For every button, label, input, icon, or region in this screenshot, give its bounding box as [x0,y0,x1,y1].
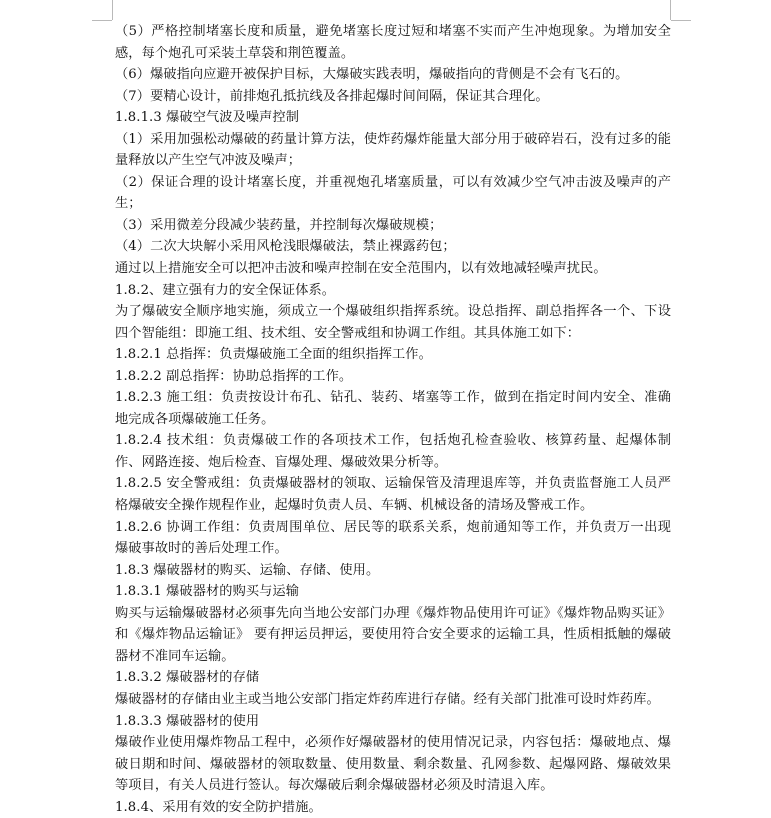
paragraph-usage: 爆破作业使用爆炸物品工程中，必须作好爆破器材的使用情况记录，内容包括：爆破地点、爆破日期和时间、爆破器材的领取数量、使用数量、剩余数量、孔网参数、起爆网路、爆破效果等项目，有关人员进行签认。每次爆破后剩余爆破器材必须及时清退入库。 [115,735,671,794]
section-heading-1-8-3-1: 1.8.3.1 爆破器材的购买与运输 [115,584,300,600]
paragraph-1-8-2-3: 1.8.2.3 施工组：负责按设计布孔、钻孔、装药、堵塞等工作，做到在指定时间内安全、准确地完成各项爆破施工任务。 [115,390,671,427]
paragraph-1-8-2-5: 1.8.2.5 安全警戒组：负责爆破器材的领取、运输保管及清理退库等，并负责监督施工人员严格爆破安全操作规程作业，起爆时负责人员、车辆、机械设备的清场及警戒工作。 [115,476,671,514]
section-heading-1-8-3-3: 1.8.3.3 爆破器材的使用 [115,713,260,729]
paragraph-noise-3: （3）采用微差分段减少装药量，并控制每次爆破规模； [115,217,443,233]
paragraph-noise-1: （1）采用加强松动爆破的药量计算方法，使炸药爆炸能量大部分用于破碎岩石，没有过多的能量释放以产生空气冲波及噪声； [115,131,671,169]
paragraph-1-8-2-6: 1.8.2.6 协调工作组：负责周围单位、居民等的联系关系，炮前通知等工作，并负责万一出现爆破事故时的善后处理工作。 [115,519,671,557]
crop-mark-top-left-horizontal [92,20,112,21]
paragraph-item-6: （6）爆破指向应避开被保护目标，大爆破实践表明，爆破指向的背侧是不会有飞石的。 [115,67,629,83]
paragraph-item-5: （5）严格控制堵塞长度和质量，避免堵塞长度过短和堵塞不实而产生冲炮现象。为增加安全感，每个炮孔可采装土草袋和荆笆覆盖。 [115,24,671,61]
paragraph-1-8-2-1: 1.8.2.1 总指挥：负责爆破施工全面的组织指挥工作。 [115,347,432,363]
crop-mark-top-right-vertical [670,0,671,20]
paragraph-noise-4: （4）二次大块解小采用风枪浅眼爆破法，禁止裸露药包； [115,239,456,255]
paragraph-1-8-2-4: 1.8.2.4 技术组：负责爆破工作的各项技术工作，包括炮孔检查验收、核算药量、起爆体制作、网路连接、炮后检查、盲爆处理、爆破效果分析等。 [115,433,671,470]
section-heading-1-8-3-2: 1.8.3.2 爆破器材的存储 [115,670,260,686]
paragraph-purchase-transport: 购买与运输爆破器材必须事先向当地公安部门办理《爆炸物品使用许可证》《爆炸物品购买证》和《爆炸物品运输证》 要有押运员押运，要使用符合安全要求的运输工具，性质相抵触的爆破器材不准同车运输。 [115,605,671,664]
section-heading-1-8-4: 1.8.4、采用有效的安全防护措施。 [115,799,322,815]
paragraph-storage: 爆破器材的存储由业主或当地公安部门指定炸药库进行存储。经有关部门批准可设时炸药库。 [115,691,660,707]
paragraph-organization: 为了爆破安全顺序地实施，须成立一个爆破组织指挥系统。设总指挥、副总指挥各一个、下设四个智能组：即施工组、技术组、安全警戒组和协调工作组。其具体施工如下： [115,304,671,341]
paragraph-item-7: （7）要精心设计，前排炮孔抵抗线及各排起爆时间间隔，保证其合理化。 [115,88,549,104]
paragraph-noise-summary: 通过以上措施安全可以把冲击波和噪声控制在安全范围内，以有效地减轻噪声扰民。 [115,261,607,277]
section-heading-1-8-1-3: 1.8.1.3 爆破空气波及噪声控制 [115,110,300,126]
crop-mark-top-left-vertical [112,0,113,20]
paragraph-1-8-2-2: 1.8.2.2 副总指挥：协助总指挥的工作。 [115,368,353,384]
paragraph-noise-2: （2）保证合理的设计堵塞长度，并重视炮孔堵塞质量，可以有效减少空气冲击波及噪声的产生； [115,174,671,212]
crop-mark-top-right-horizontal [671,20,691,21]
document-body [115,21,671,818]
section-heading-1-8-2: 1.8.2、建立强有力的安全保证体系。 [115,282,336,298]
section-heading-1-8-3: 1.8.3 爆破器材的购买、运输、存储、使用。 [115,562,380,578]
